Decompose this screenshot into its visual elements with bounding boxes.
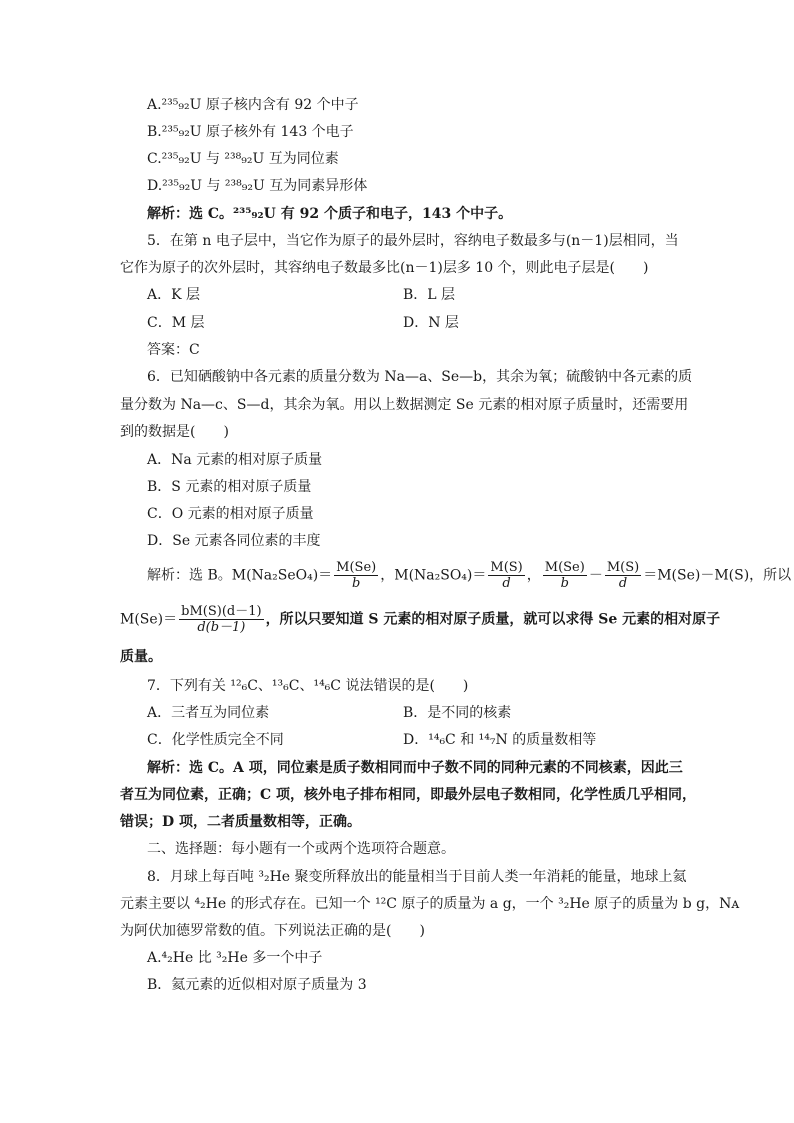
q6-stem-line3: 到的数据是( ) xyxy=(120,424,229,440)
q7-option-d: D．¹⁴₆C 和 ¹⁴₇N 的质量数相等 xyxy=(403,732,597,748)
q5-option-d: D．N 层 xyxy=(403,315,459,331)
q6-option-b: B．S 元素的相对原子质量 xyxy=(147,479,312,495)
fraction: $\frac{M(S)}{d}$ xyxy=(606,560,640,591)
q8-stem-line2: 元素主要以 ⁴₂He 的形式存在。已知一个 ¹²C 原子的质量为 a g，一个 ³₂He 原子的质量为 b g，Nᴀ xyxy=(120,896,740,912)
q5-option-c: C．M 层 xyxy=(147,315,205,331)
q6-analysis-prefix: 解析：选 B。M(Na₂SeO₄)＝ xyxy=(147,567,333,584)
q7-analysis-line3: 错误；D 项，二者质量数相等，正确。 xyxy=(120,814,362,830)
fraction: $\frac{M(Se)}{b}$ xyxy=(544,560,585,591)
q6-option-d: D．Se 元素各同位素的丰度 xyxy=(147,533,321,549)
q7-analysis-line2: 者互为同位素，正确；C 项，核外电子排布相同，即最外层电子数相同，化学性质几乎相同， xyxy=(120,787,697,803)
q4-analysis: 解析：选 C。²³⁵₉₂U 有 92 个质子和电子，143 个中子。 xyxy=(147,206,513,222)
q7-analysis-line1: 解析：选 C。A 项，同位素是质子数相同而中子数不同的同种元素的不同核素，因此三 xyxy=(147,760,683,776)
q7-option-c: C．化学性质完全不同 xyxy=(147,732,284,748)
q5-stem-line1: 5．在第 n 电子层中，当它作为原子的最外层时，容纳电子数最多与(n－1)层相同，当 xyxy=(147,233,679,249)
q8-option-b: B．氦元素的近似相对原子质量为 3 xyxy=(147,977,367,993)
q6-option-c: C．O 元素的相对原子质量 xyxy=(147,506,314,522)
q6-stem-line2: 量分数为 Na—c、S—d，其余为氧。用以上数据测定 Se 元素的相对原子质量时，还需要用 xyxy=(120,397,689,413)
q5-option-a: A．K 层 xyxy=(147,287,201,303)
q8-stem-line3: 为阿伏加德罗常数的值。下列说法正确的是( ) xyxy=(120,923,425,939)
section-heading: 二、选择题：每小题有一个或两个选项符合题意。 xyxy=(147,841,455,857)
q4-option-b: B.²³⁵₉₂U 原子核外有 143 个电子 xyxy=(147,124,354,140)
q6-stem-line1: 6．已知硒酸钠中各元素的质量分数为 Na—a、Se—b，其余为氧；硫酸钠中各元素的质 xyxy=(147,369,693,385)
q4-option-a: A.²³⁵₉₂U 原子核内含有 92 个中子 xyxy=(147,97,359,113)
fraction: $\frac{bM(S)(d-1)}{d(b-1)}$ xyxy=(181,604,262,635)
fraction: $\frac{M(S)}{d}$ xyxy=(490,560,523,591)
q5-stem-line2: 它作为原子的次外层时，其容纳电子数最多比(n－1)层多 10 个，则此电子层是( ) xyxy=(120,260,649,276)
q5-answer: 答案：C xyxy=(147,342,200,358)
q6-analysis-line2: M(Se)＝ $\frac{bM(S)(d-1)}{d(b-1)}$ ，所以只要知道 S 元素的相对原子质量，就可以求得 Se 元素的相对原子 xyxy=(120,604,721,635)
q8-stem-line1: 8．月球上每百吨 ³₂He 聚变所释放出的能量相当于目前人类一年消耗的能量，地球上氦 xyxy=(147,869,687,885)
q6-analysis-line1: 解析：选 B。M(Na₂SeO₄)＝ $\frac{M(Se)}{b}$ ，M(Na₂SO₄)＝ $\frac{M(S)}{d}$ ， $\frac{M(Se)}{b}$ － $\frac{M(S)}{d}$ ＝M(Se)－M(S)，所以 xyxy=(147,560,792,591)
q7-option-b: B．是不同的核素 xyxy=(403,705,512,721)
q6-option-a: A．Na 元素的相对原子质量 xyxy=(147,452,323,468)
q8-option-a: A.⁴₂He 比 ³₂He 多一个中子 xyxy=(147,950,323,966)
q4-option-c: C.²³⁵₉₂U 与 ²³⁸₉₂U 互为同位素 xyxy=(147,151,339,167)
q7-option-a: A．三者互为同位素 xyxy=(147,705,270,721)
q6-analysis-line3: 质量。 xyxy=(120,649,162,665)
q5-option-b: B．L 层 xyxy=(403,287,456,303)
fraction: $\frac{M(Se)}{b}$ xyxy=(336,560,377,591)
q4-option-d: D.²³⁵₉₂U 与 ²³⁸₉₂U 互为同素异形体 xyxy=(147,178,368,194)
q7-stem: 7．下列有关 ¹²₆C、¹³₆C、¹⁴₆C 说法错误的是( ) xyxy=(147,678,469,694)
